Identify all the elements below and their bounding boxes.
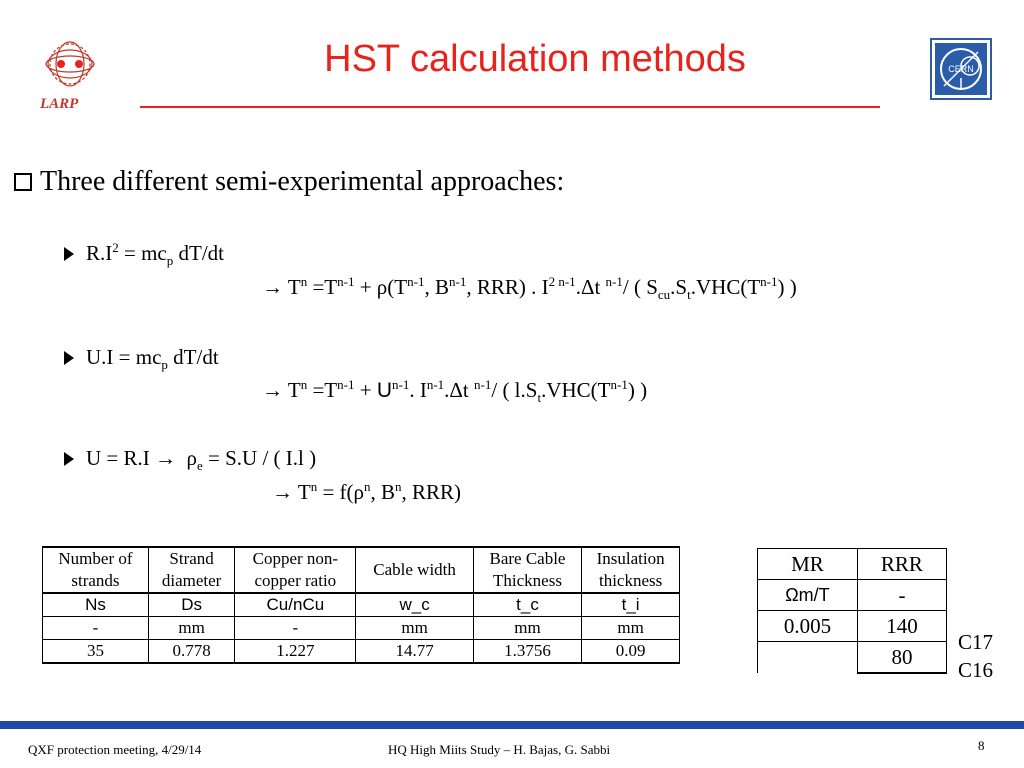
title-divider — [140, 106, 880, 108]
table-cell: - — [43, 617, 149, 640]
main-bullet — [14, 166, 564, 198]
right-arrow-icon: → — [262, 276, 283, 299]
table-cell: - — [857, 580, 946, 611]
table-header-cell: Strand diameter — [148, 547, 234, 593]
table-cell: mm — [582, 617, 680, 640]
table-header-cell: Number of strands — [43, 547, 149, 593]
table-row — [758, 611, 947, 642]
footer-bar — [0, 721, 1024, 729]
right-arrow-icon: → — [262, 379, 283, 402]
table-cell: 35 — [43, 640, 149, 664]
arrow-bullet-icon — [64, 452, 74, 466]
table-cell: t_i — [582, 593, 680, 617]
table-cell: mm — [356, 617, 473, 640]
table-cell: mm — [473, 617, 581, 640]
method-1-formula: → $T^n =T^{n-1} + \rho(T^{n-1}$, $B^{n-1}$, RRR) . $I^{2 n-1}.\Delta t$ $^{n-1}$/ ( $S_{cu}.S_t.VHC(T^{n-1})$ ) — [262, 274, 797, 303]
main-bullet-text: Three different semi-experimental approaches: — [40, 166, 565, 197]
larp-label: LARP — [40, 96, 79, 112]
table-cell: 80 — [857, 642, 946, 674]
table-cell: 1.227 — [235, 640, 356, 664]
table-cell: 14.77 — [356, 640, 473, 664]
method-1-equation: $R.I^2 = mc_p$ dT/dt — [86, 240, 224, 269]
method-3-formula: → $T^n = f(\rho^n$, $B^n$, RRR) — [272, 479, 462, 504]
table-header-cell: Insulation thickness — [582, 547, 680, 593]
table-cell: 0.778 — [148, 640, 234, 664]
footer-authors: HQ High Miits Study – H. Bajas, G. Sabbi — [388, 742, 611, 757]
table-cell: 0.09 — [582, 640, 680, 664]
table-cell: Cu/nCu — [235, 593, 356, 617]
cable-properties-table — [42, 546, 680, 664]
cable-label-c17: C17 — [958, 630, 994, 654]
right-arrow-icon: → — [272, 481, 293, 504]
table-row — [43, 593, 680, 617]
table-row — [758, 549, 947, 580]
table-cell — [758, 642, 858, 674]
method-2-equation: $U.I = mc_p$ dT/dt — [86, 345, 219, 373]
cern-logo-text: CERN — [948, 64, 974, 74]
table-cell: w_c — [356, 593, 473, 617]
table-cell: t_c — [473, 593, 581, 617]
method-1-bullet — [64, 240, 224, 269]
table-cell: Ωm/T — [758, 580, 858, 611]
right-arrow-icon: → — [155, 447, 177, 470]
table-cell: 0.005 — [758, 611, 858, 642]
cern-logo-icon — [930, 38, 992, 100]
checkbox-bullet-icon — [14, 173, 32, 191]
table-row — [758, 580, 947, 611]
method-2-formula: → $T^n =T^{n-1} + U^{n-1}$. $I^{n-1}.\Delta t$ $^{n-1}$/ ( $l.S_t.VHC(T^{n-1})$ ) — [262, 377, 648, 406]
method-3-bullet — [64, 446, 317, 474]
table-row — [758, 642, 947, 674]
table-header-cell: Cable width — [356, 547, 473, 593]
table-cell: mm — [148, 617, 234, 640]
table-row — [43, 617, 680, 640]
table-cell: 140 — [857, 611, 946, 642]
arrow-bullet-icon — [64, 351, 74, 365]
table-cell: - — [235, 617, 356, 640]
method-2-bullet — [64, 345, 219, 373]
table-row — [43, 640, 680, 664]
page-number: 8 — [978, 738, 985, 753]
table-cell: Ds — [148, 593, 234, 617]
table-header-cell: MR — [758, 549, 858, 580]
table-cell: 1.3756 — [473, 640, 581, 664]
table-header-cell: Copper non- copper ratio — [235, 547, 356, 593]
table-header-cell: RRR — [857, 549, 946, 580]
method-3-equation: $U = R.I \to \rho_e = S.U$ / ( I.l ) — [86, 446, 317, 474]
table-header-cell: Bare Cable Thickness — [473, 547, 581, 593]
arrow-bullet-icon — [64, 247, 74, 261]
page-title: HST calculation methods — [324, 38, 746, 80]
cable-label-c16: C16 — [958, 658, 994, 682]
table-cell: Ns — [43, 593, 149, 617]
rrr-table — [757, 548, 947, 674]
footer-meeting: QXF protection meeting, 4/29/14 — [28, 742, 202, 757]
